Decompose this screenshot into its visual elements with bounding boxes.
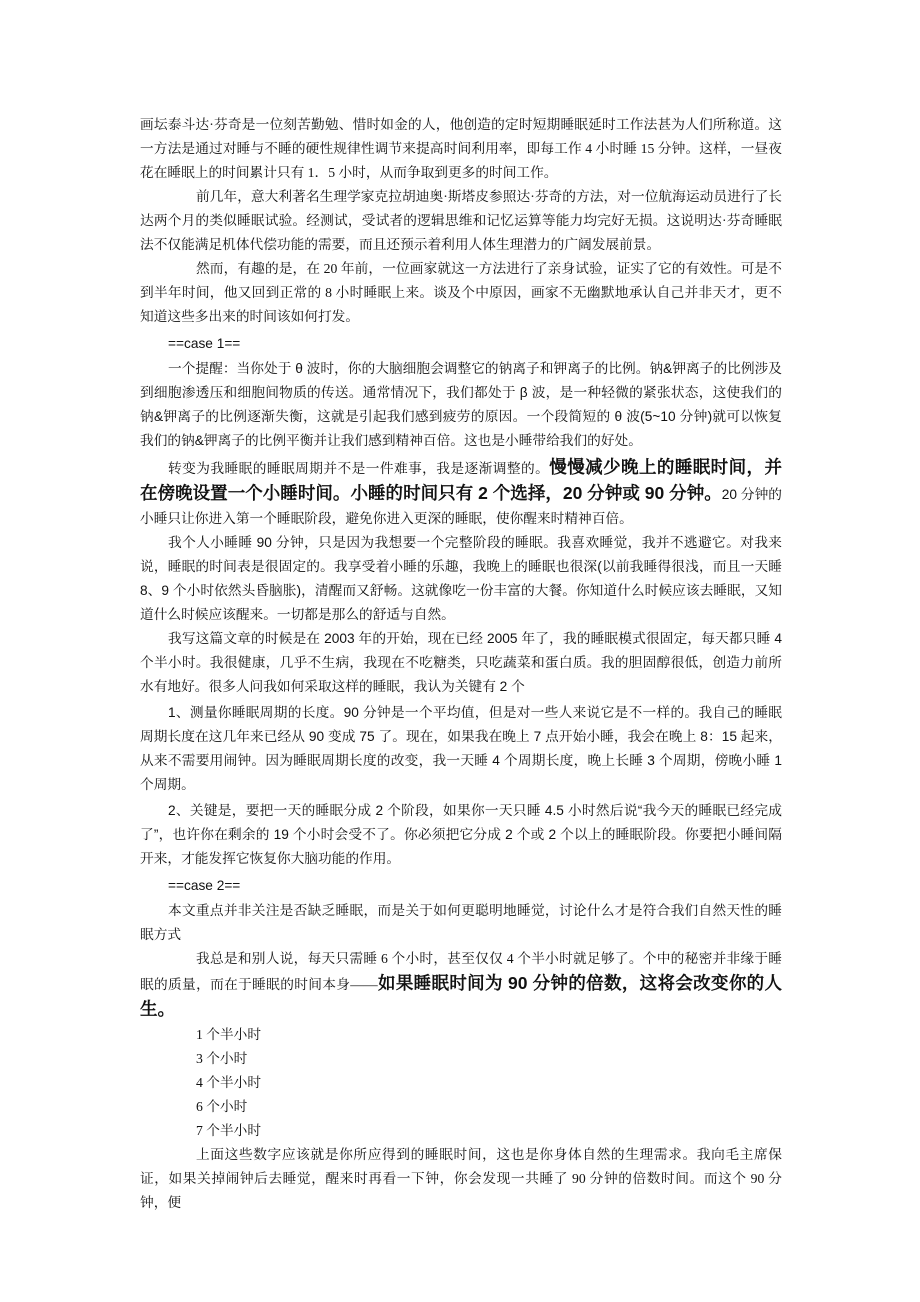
list-item: 7 个半小时 (196, 1123, 262, 1138)
nap-adjust-text: 转变为我睡眠的睡眠周期并不是一件难事，我是逐渐调整的。 (168, 461, 550, 476)
paragraph-nap-adjust (140, 455, 782, 531)
secret-emphasis: 如果睡眠时间为 90 分钟的倍数，这将会改变你的人生。 (140, 973, 782, 1019)
paragraph-2003: 我写这篇文章的时候是在 2003 年的开始，现在已经 2005 年了，我的睡眠模式很固定，每天都只睡 4 个半小时。我很健康，几乎不生病，我现在不吃糖类，只吃蔬菜和蛋白质。我的胆固醇很低，创造力前所水有地好。很多人问我如何采取这样的睡眠，我认为关键有 2 个 (140, 631, 782, 694)
document-page (140, 113, 782, 1215)
paragraph-painter: 然而，有趣的是，在 20 年前，一位画家就这一方法进行了亲身试验，证实了它的有效性。可是不到半年时间，他又回到正常的 8 小时睡眠上来。谈及个中原因，画家不无幽默地承认自己并非天才，更不知道这些多出来的时间该如何打发。 (140, 261, 782, 324)
case-1-heading: ==case 1== (168, 336, 241, 351)
paragraph-theta-wave: 一个提醒：当你处于 θ 波时，你的大脑细胞会调整它的钠离子和钾离子的比例。钠&钾离子的比例涉及到细胞渗透压和细胞间物质的传送。通常情况下，我们都处于 β 波，是一种轻微的紧张状态，这使我们的钠&钾离子的比例逐渐失衡，这就是引起我们感到疲劳的原因。一个段简短的 θ 波(5~10 分钟)就可以恢复我们的钠&钾离子的比例平衡并让我们感到精神百倍。这也是小睡带给我们的好处。 (140, 361, 782, 448)
paragraph-conclusion: 上面这些数字应该就是你所应得到的睡眠时间，这也是你身体自然的生理需求。我向毛主席保证，如果关掉闹钟后去睡觉，醒来时再看一下钟，你会发现一共睡了 90 分钟的倍数时间。而这个 90 分钟，便 (140, 1147, 782, 1210)
list-item: 3 个小时 (196, 1051, 248, 1066)
list-item: 1 个半小时 (196, 1027, 262, 1042)
paragraph-experiment: 前几年，意大利著名生理学家克拉胡迪奥·斯塔皮参照达·芬奇的方法，对一位航海运动员进行了长达两个月的类似睡眠试验。经测试，受试者的逻辑思维和记忆运算等能力均完好无损。这说明达·芬奇睡眠法不仅能满足机体代偿功能的需要，而且还预示着利用人体生理潜力的广阔发展前景。 (140, 189, 782, 252)
paragraph-key-1: 1、测量你睡眠周期的长度。90 分钟是一个平均值，但是对一些人来说它是不一样的。我自己的睡眠周期长度在这几年来已经从 90 变成 75 了。现在，如果我在晚上 7 点开始小睡，我会在晚上 8：15 起来，从来不需要用闹钟。因为睡眠周期长度的改变，我一天睡 4 个周期长度，晚上长睡 3 个周期，傍晚小睡 1 个周期。 (140, 705, 782, 792)
list-item: 4 个半小时 (196, 1075, 262, 1090)
nap-20-min: 20 分钟的小睡只让你进入第一个睡眠阶段，避免你进入更深的睡眠，使你醒来时精神百倍。 (140, 487, 782, 526)
paragraph-davinci: 画坛泰斗达·芬奇是一位刻苦勤勉、惜时如金的人，他创造的定时短期睡眠延时工作法甚为人们所称道。这一方法是通过对睡与不睡的硬性规律性调节来提高时间利用率，即每工作 4 小时睡 15 分钟。这样，一昼夜花在睡眠上的时间累计只有 1．5 小时，从而争取到更多的时间工作。 (140, 117, 782, 180)
paragraph-personal-nap: 我个人小睡睡 90 分钟，只是因为我想要一个完整阶段的睡眠。我喜欢睡觉，我并不逃避它。对我来说，睡眠的时间表是很固定的。我享受着小睡的乐趣，我晚上的睡眠也很深(以前我睡得很浅，而且一天睡 8、9 个小时依然头昏脑胀)，清醒而又舒畅。这就像吃一份丰富的大餐。你知道什么时候应该去睡眠，又知道什么时候应该醒来。一切都是那么的舒适与自然。 (140, 535, 782, 622)
case-2-heading: ==case 2== (168, 878, 241, 893)
nap-emphasis: 慢慢减少晚上的睡眠时间，并在傍晚设置一个小睡时间。小睡的时间只有 2 个选择，20 分钟或 90 分钟。 (140, 457, 782, 503)
paragraph-key-2: 2、关键是，要把一天的睡眠分成 2 个阶段，如果你一天只睡 4.5 小时然后说“我今天的睡眠已经完成了”，也许你在剩余的 19 个小时会受不了。你必须把它分成 2 个或 2 个以上的睡眠阶段。你要把小睡间隔开来，才能发挥它恢复你大脑功能的作用。 (140, 803, 782, 866)
list-item: 6 个小时 (196, 1099, 248, 1114)
paragraph-focus: 本文重点并非关注是否缺乏睡眠，而是关于如何更聪明地睡觉，讨论什么才是符合我们自然天性的睡眠方式 (140, 903, 782, 942)
secret-text: 我总是和别人说，每天只需睡 6 个小时，甚至仅仅 4 个半小时就足够了。个中的秘密并非缘于睡眠的质量，而在于睡眠的时间本身—— (140, 951, 782, 992)
paragraph-secret (140, 947, 782, 1023)
